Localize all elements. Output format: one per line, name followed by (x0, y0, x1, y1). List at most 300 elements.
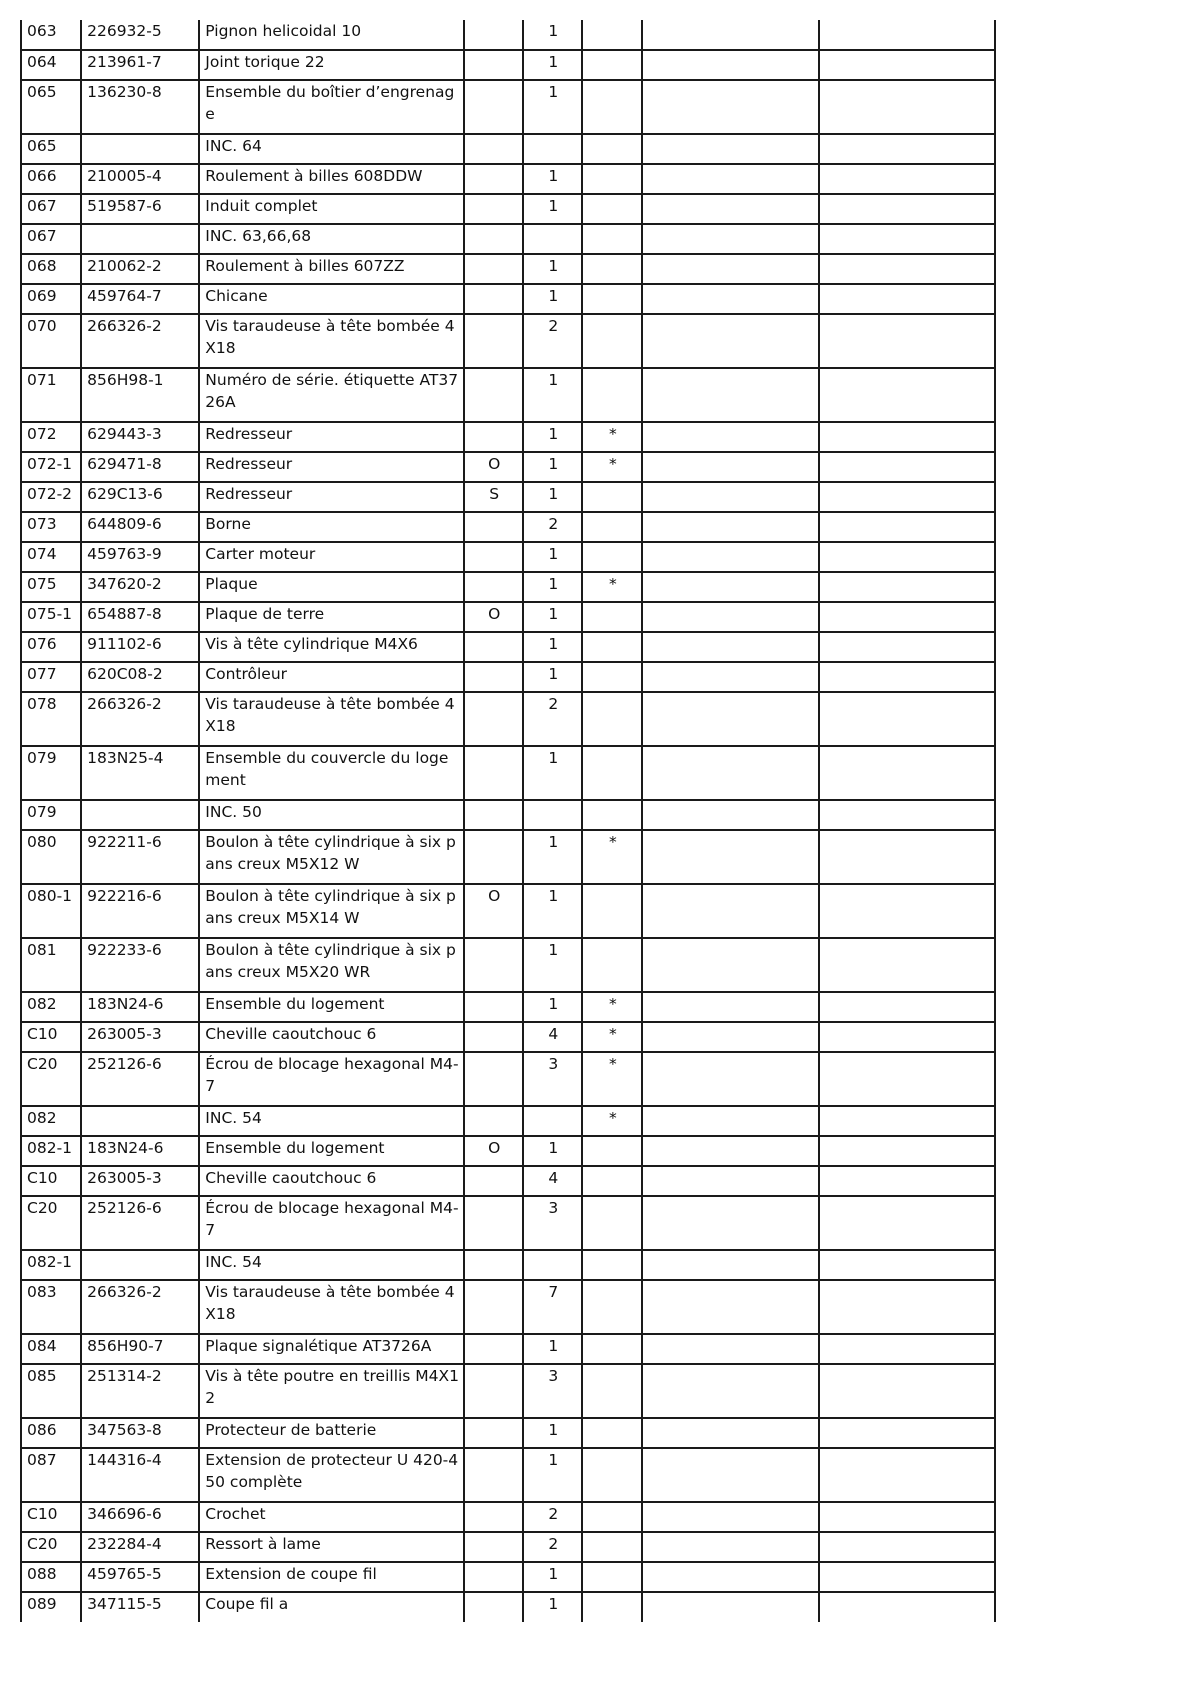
mark-cell (582, 1166, 642, 1196)
table-row (21, 1448, 995, 1502)
part-number-cell: 251314-2 (81, 1364, 199, 1418)
part-number-cell: 183N25-4 (81, 746, 199, 800)
part-number-cell: 136230-8 (81, 80, 199, 134)
ref-number-cell: C20 (21, 1532, 81, 1562)
ref-number-cell: 081 (21, 938, 81, 992)
table-row (21, 1166, 995, 1196)
mark-cell (582, 662, 642, 692)
ref-number-cell: 082-1 (21, 1136, 81, 1166)
table-row (21, 992, 995, 1022)
table-row (21, 1022, 995, 1052)
blank-cell (819, 512, 995, 542)
mark-cell (582, 1250, 642, 1280)
part-number-cell: 519587-6 (81, 194, 199, 224)
description-cell: Numéro de série. étiquette AT3726A (199, 368, 464, 422)
blank-cell (819, 134, 995, 164)
blank-cell (819, 1502, 995, 1532)
parts-list-page (20, 20, 996, 1622)
description-cell: Vis à tête cylindrique M4X6 (199, 632, 464, 662)
note-cell (464, 992, 523, 1022)
part-number-cell: 232284-4 (81, 1532, 199, 1562)
ref-number-cell: 082 (21, 992, 81, 1022)
note-cell (464, 20, 523, 50)
blank-cell (819, 284, 995, 314)
quantity-cell: 2 (523, 692, 582, 746)
ref-number-cell: 073 (21, 512, 81, 542)
blank-cell (819, 1022, 995, 1052)
table-row (21, 452, 995, 482)
table-row (21, 482, 995, 512)
blank-cell (642, 368, 818, 422)
blank-cell (642, 1532, 818, 1562)
note-cell: O (464, 602, 523, 632)
ref-number-cell: 079 (21, 746, 81, 800)
ref-number-cell: 085 (21, 1364, 81, 1418)
description-cell: Coupe fil a (199, 1592, 464, 1622)
table-row (21, 134, 995, 164)
blank-cell (642, 452, 818, 482)
table-row (21, 80, 995, 134)
blank-cell (819, 314, 995, 368)
ref-number-cell: 074 (21, 542, 81, 572)
part-number-cell: 252126-6 (81, 1052, 199, 1106)
blank-cell (819, 452, 995, 482)
mark-cell (582, 284, 642, 314)
part-number-cell: 266326-2 (81, 1280, 199, 1334)
part-number-cell: 213961-7 (81, 50, 199, 80)
part-number-cell: 911102-6 (81, 632, 199, 662)
blank-cell (642, 1502, 818, 1532)
table-row (21, 800, 995, 830)
ref-number-cell: 072 (21, 422, 81, 452)
description-cell: Ensemble du logement (199, 992, 464, 1022)
part-number-cell: 183N24-6 (81, 1136, 199, 1166)
note-cell (464, 422, 523, 452)
part-number-cell: 459763-9 (81, 542, 199, 572)
note-cell (464, 1052, 523, 1106)
blank-cell (819, 368, 995, 422)
blank-cell (642, 1250, 818, 1280)
ref-number-cell: C10 (21, 1502, 81, 1532)
ref-number-cell: 075 (21, 572, 81, 602)
mark-cell (582, 1532, 642, 1562)
blank-cell (819, 254, 995, 284)
blank-cell (819, 1196, 995, 1250)
quantity-cell: 3 (523, 1196, 582, 1250)
part-number-cell: 252126-6 (81, 1196, 199, 1250)
note-cell (464, 1592, 523, 1622)
blank-cell (642, 482, 818, 512)
table-row (21, 602, 995, 632)
description-cell: INC. 54 (199, 1250, 464, 1280)
ref-number-cell: 088 (21, 1562, 81, 1592)
note-cell (464, 1448, 523, 1502)
note-cell (464, 938, 523, 992)
parts-table-body (21, 20, 995, 1622)
note-cell: S (464, 482, 523, 512)
table-row (21, 884, 995, 938)
ref-number-cell: 083 (21, 1280, 81, 1334)
blank-cell (819, 632, 995, 662)
note-cell (464, 1196, 523, 1250)
quantity-cell: 1 (523, 284, 582, 314)
quantity-cell: 2 (523, 1532, 582, 1562)
blank-cell (642, 1022, 818, 1052)
table-row (21, 1562, 995, 1592)
table-row (21, 1364, 995, 1418)
blank-cell (642, 1196, 818, 1250)
quantity-cell: 3 (523, 1364, 582, 1418)
blank-cell (819, 1418, 995, 1448)
description-cell: Écrou de blocage hexagonal M4-7 (199, 1052, 464, 1106)
quantity-cell: 1 (523, 992, 582, 1022)
mark-cell (582, 746, 642, 800)
table-row (21, 512, 995, 542)
description-cell: Boulon à tête cylindrique à six pans creux M5X12 W (199, 830, 464, 884)
note-cell (464, 1022, 523, 1052)
description-cell: Ensemble du boîtier d’engrenage (199, 80, 464, 134)
quantity-cell: 1 (523, 1334, 582, 1364)
blank-cell (642, 20, 818, 50)
quantity-cell: 1 (523, 422, 582, 452)
description-cell: Boulon à tête cylindrique à six pans creux M5X14 W (199, 884, 464, 938)
description-cell: Chicane (199, 284, 464, 314)
quantity-cell: 7 (523, 1280, 582, 1334)
part-number-cell: 629C13-6 (81, 482, 199, 512)
mark-cell: * (582, 452, 642, 482)
table-row (21, 1502, 995, 1532)
quantity-cell: 1 (523, 50, 582, 80)
mark-cell: * (582, 1106, 642, 1136)
blank-cell (819, 830, 995, 884)
blank-cell (642, 884, 818, 938)
note-cell (464, 692, 523, 746)
blank-cell (819, 992, 995, 1022)
note-cell (464, 134, 523, 164)
blank-cell (642, 1334, 818, 1364)
blank-cell (642, 572, 818, 602)
note-cell (464, 1106, 523, 1136)
quantity-cell (523, 800, 582, 830)
blank-cell (642, 1052, 818, 1106)
description-cell: Extension de protecteur U 420-450 complète (199, 1448, 464, 1502)
mark-cell (582, 1448, 642, 1502)
table-row (21, 224, 995, 254)
description-cell: Redresseur (199, 422, 464, 452)
description-cell: Redresseur (199, 482, 464, 512)
part-number-cell: 263005-3 (81, 1166, 199, 1196)
mark-cell (582, 938, 642, 992)
ref-number-cell: 080 (21, 830, 81, 884)
quantity-cell: 1 (523, 368, 582, 422)
blank-cell (819, 1052, 995, 1106)
blank-cell (642, 254, 818, 284)
quantity-cell: 1 (523, 662, 582, 692)
blank-cell (642, 194, 818, 224)
ref-number-cell: 087 (21, 1448, 81, 1502)
part-number-cell: 620C08-2 (81, 662, 199, 692)
blank-cell (819, 1592, 995, 1622)
description-cell: Ressort à lame (199, 1532, 464, 1562)
description-cell: Ensemble du logement (199, 1136, 464, 1166)
description-cell: INC. 63,66,68 (199, 224, 464, 254)
note-cell: O (464, 884, 523, 938)
ref-number-cell: C20 (21, 1052, 81, 1106)
part-number-cell: 922216-6 (81, 884, 199, 938)
table-row (21, 692, 995, 746)
description-cell: Protecteur de batterie (199, 1418, 464, 1448)
part-number-cell: 210005-4 (81, 164, 199, 194)
quantity-cell: 1 (523, 746, 582, 800)
part-number-cell (81, 224, 199, 254)
ref-number-cell: 069 (21, 284, 81, 314)
description-cell: INC. 54 (199, 1106, 464, 1136)
table-row (21, 830, 995, 884)
quantity-cell (523, 1106, 582, 1136)
quantity-cell: 4 (523, 1166, 582, 1196)
note-cell (464, 254, 523, 284)
note-cell (464, 662, 523, 692)
mark-cell (582, 164, 642, 194)
quantity-cell: 1 (523, 572, 582, 602)
description-cell: Plaque de terre (199, 602, 464, 632)
description-cell: Roulement à billes 608DDW (199, 164, 464, 194)
blank-cell (642, 422, 818, 452)
table-row (21, 194, 995, 224)
table-row (21, 1334, 995, 1364)
mark-cell (582, 800, 642, 830)
part-number-cell: 226932-5 (81, 20, 199, 50)
part-number-cell: 629443-3 (81, 422, 199, 452)
part-number-cell: 347115-5 (81, 1592, 199, 1622)
ref-number-cell: 065 (21, 134, 81, 164)
ref-number-cell: 067 (21, 194, 81, 224)
blank-cell (819, 800, 995, 830)
blank-cell (819, 482, 995, 512)
description-cell: Borne (199, 512, 464, 542)
table-row (21, 572, 995, 602)
mark-cell (582, 884, 642, 938)
blank-cell (819, 662, 995, 692)
blank-cell (819, 20, 995, 50)
blank-cell (819, 542, 995, 572)
quantity-cell: 1 (523, 938, 582, 992)
part-number-cell (81, 134, 199, 164)
description-cell: Ensemble du couvercle du logement (199, 746, 464, 800)
description-cell: Plaque (199, 572, 464, 602)
description-cell: INC. 64 (199, 134, 464, 164)
mark-cell (582, 224, 642, 254)
blank-cell (642, 224, 818, 254)
quantity-cell: 1 (523, 1562, 582, 1592)
description-cell: Crochet (199, 1502, 464, 1532)
table-row (21, 1280, 995, 1334)
blank-cell (819, 1106, 995, 1136)
mark-cell: * (582, 830, 642, 884)
mark-cell (582, 1592, 642, 1622)
part-number-cell: 459765-5 (81, 1562, 199, 1592)
quantity-cell: 1 (523, 830, 582, 884)
part-number-cell: 346696-6 (81, 1502, 199, 1532)
description-cell: Redresseur (199, 452, 464, 482)
description-cell: Boulon à tête cylindrique à six pans creux M5X20 WR (199, 938, 464, 992)
table-row (21, 746, 995, 800)
note-cell (464, 1280, 523, 1334)
part-number-cell: 629471-8 (81, 452, 199, 482)
part-number-cell: 266326-2 (81, 314, 199, 368)
description-cell: Pignon helicoidal 10 (199, 20, 464, 50)
quantity-cell: 1 (523, 1448, 582, 1502)
note-cell (464, 314, 523, 368)
blank-cell (642, 134, 818, 164)
part-number-cell (81, 800, 199, 830)
blank-cell (642, 1562, 818, 1592)
mark-cell (582, 1502, 642, 1532)
part-number-cell: 856H90-7 (81, 1334, 199, 1364)
table-row (21, 938, 995, 992)
quantity-cell: 1 (523, 1418, 582, 1448)
table-row (21, 422, 995, 452)
note-cell (464, 50, 523, 80)
mark-cell (582, 512, 642, 542)
note-cell (464, 800, 523, 830)
note-cell (464, 1532, 523, 1562)
blank-cell (819, 164, 995, 194)
description-cell: Vis taraudeuse à tête bombée 4X18 (199, 314, 464, 368)
table-row (21, 1250, 995, 1280)
ref-number-cell: 075-1 (21, 602, 81, 632)
table-row (21, 20, 995, 50)
note-cell (464, 1418, 523, 1448)
quantity-cell (523, 1250, 582, 1280)
description-cell: Vis à tête poutre en treillis M4X12 (199, 1364, 464, 1418)
ref-number-cell: 066 (21, 164, 81, 194)
note-cell: O (464, 452, 523, 482)
quantity-cell: 1 (523, 632, 582, 662)
table-row (21, 1418, 995, 1448)
table-row (21, 662, 995, 692)
part-number-cell: 263005-3 (81, 1022, 199, 1052)
blank-cell (819, 884, 995, 938)
table-row (21, 254, 995, 284)
mark-cell: * (582, 422, 642, 452)
mark-cell (582, 254, 642, 284)
ref-number-cell: 077 (21, 662, 81, 692)
blank-cell (642, 284, 818, 314)
blank-cell (642, 800, 818, 830)
mark-cell (582, 1334, 642, 1364)
ref-number-cell: C10 (21, 1022, 81, 1052)
blank-cell (642, 50, 818, 80)
part-number-cell: 922211-6 (81, 830, 199, 884)
mark-cell (582, 1562, 642, 1592)
quantity-cell: 1 (523, 80, 582, 134)
blank-cell (642, 1106, 818, 1136)
blank-cell (642, 164, 818, 194)
mark-cell (582, 314, 642, 368)
quantity-cell: 1 (523, 1136, 582, 1166)
description-cell: Cheville caoutchouc 6 (199, 1166, 464, 1196)
part-number-cell: 347620-2 (81, 572, 199, 602)
note-cell (464, 1166, 523, 1196)
table-row (21, 1196, 995, 1250)
note-cell (464, 542, 523, 572)
table-row (21, 164, 995, 194)
blank-cell (642, 692, 818, 746)
part-number-cell: 644809-6 (81, 512, 199, 542)
blank-cell (819, 1334, 995, 1364)
blank-cell (642, 1418, 818, 1448)
note-cell (464, 1502, 523, 1532)
blank-cell (819, 194, 995, 224)
ref-number-cell: 064 (21, 50, 81, 80)
blank-cell (642, 512, 818, 542)
quantity-cell: 2 (523, 1502, 582, 1532)
quantity-cell: 1 (523, 452, 582, 482)
blank-cell (642, 746, 818, 800)
note-cell (464, 1250, 523, 1280)
note-cell (464, 512, 523, 542)
blank-cell (642, 1592, 818, 1622)
quantity-cell: 1 (523, 254, 582, 284)
blank-cell (819, 602, 995, 632)
blank-cell (642, 1364, 818, 1418)
description-cell: INC. 50 (199, 800, 464, 830)
description-cell: Vis taraudeuse à tête bombée 4X18 (199, 1280, 464, 1334)
mark-cell (582, 692, 642, 746)
description-cell: Roulement à billes 607ZZ (199, 254, 464, 284)
quantity-cell: 1 (523, 884, 582, 938)
ref-number-cell: 070 (21, 314, 81, 368)
note-cell (464, 164, 523, 194)
blank-cell (819, 572, 995, 602)
blank-cell (819, 422, 995, 452)
table-row (21, 1592, 995, 1622)
quantity-cell: 2 (523, 314, 582, 368)
note-cell (464, 1562, 523, 1592)
description-cell: Vis taraudeuse à tête bombée 4X18 (199, 692, 464, 746)
ref-number-cell: 071 (21, 368, 81, 422)
quantity-cell: 1 (523, 602, 582, 632)
ref-number-cell: 086 (21, 1418, 81, 1448)
mark-cell (582, 20, 642, 50)
blank-cell (642, 314, 818, 368)
table-row (21, 1136, 995, 1166)
blank-cell (819, 746, 995, 800)
part-number-cell: 347563-8 (81, 1418, 199, 1448)
part-number-cell: 210062-2 (81, 254, 199, 284)
blank-cell (642, 1448, 818, 1502)
blank-cell (819, 692, 995, 746)
blank-cell (642, 662, 818, 692)
description-cell: Induit complet (199, 194, 464, 224)
description-cell: Contrôleur (199, 662, 464, 692)
mark-cell: * (582, 992, 642, 1022)
part-number-cell (81, 1250, 199, 1280)
blank-cell (819, 938, 995, 992)
ref-number-cell: 072-2 (21, 482, 81, 512)
ref-number-cell: 089 (21, 1592, 81, 1622)
note-cell (464, 1334, 523, 1364)
quantity-cell: 2 (523, 512, 582, 542)
quantity-cell: 1 (523, 20, 582, 50)
table-row (21, 632, 995, 662)
mark-cell (582, 1280, 642, 1334)
mark-cell (582, 1418, 642, 1448)
quantity-cell: 1 (523, 1592, 582, 1622)
blank-cell (642, 992, 818, 1022)
note-cell (464, 284, 523, 314)
